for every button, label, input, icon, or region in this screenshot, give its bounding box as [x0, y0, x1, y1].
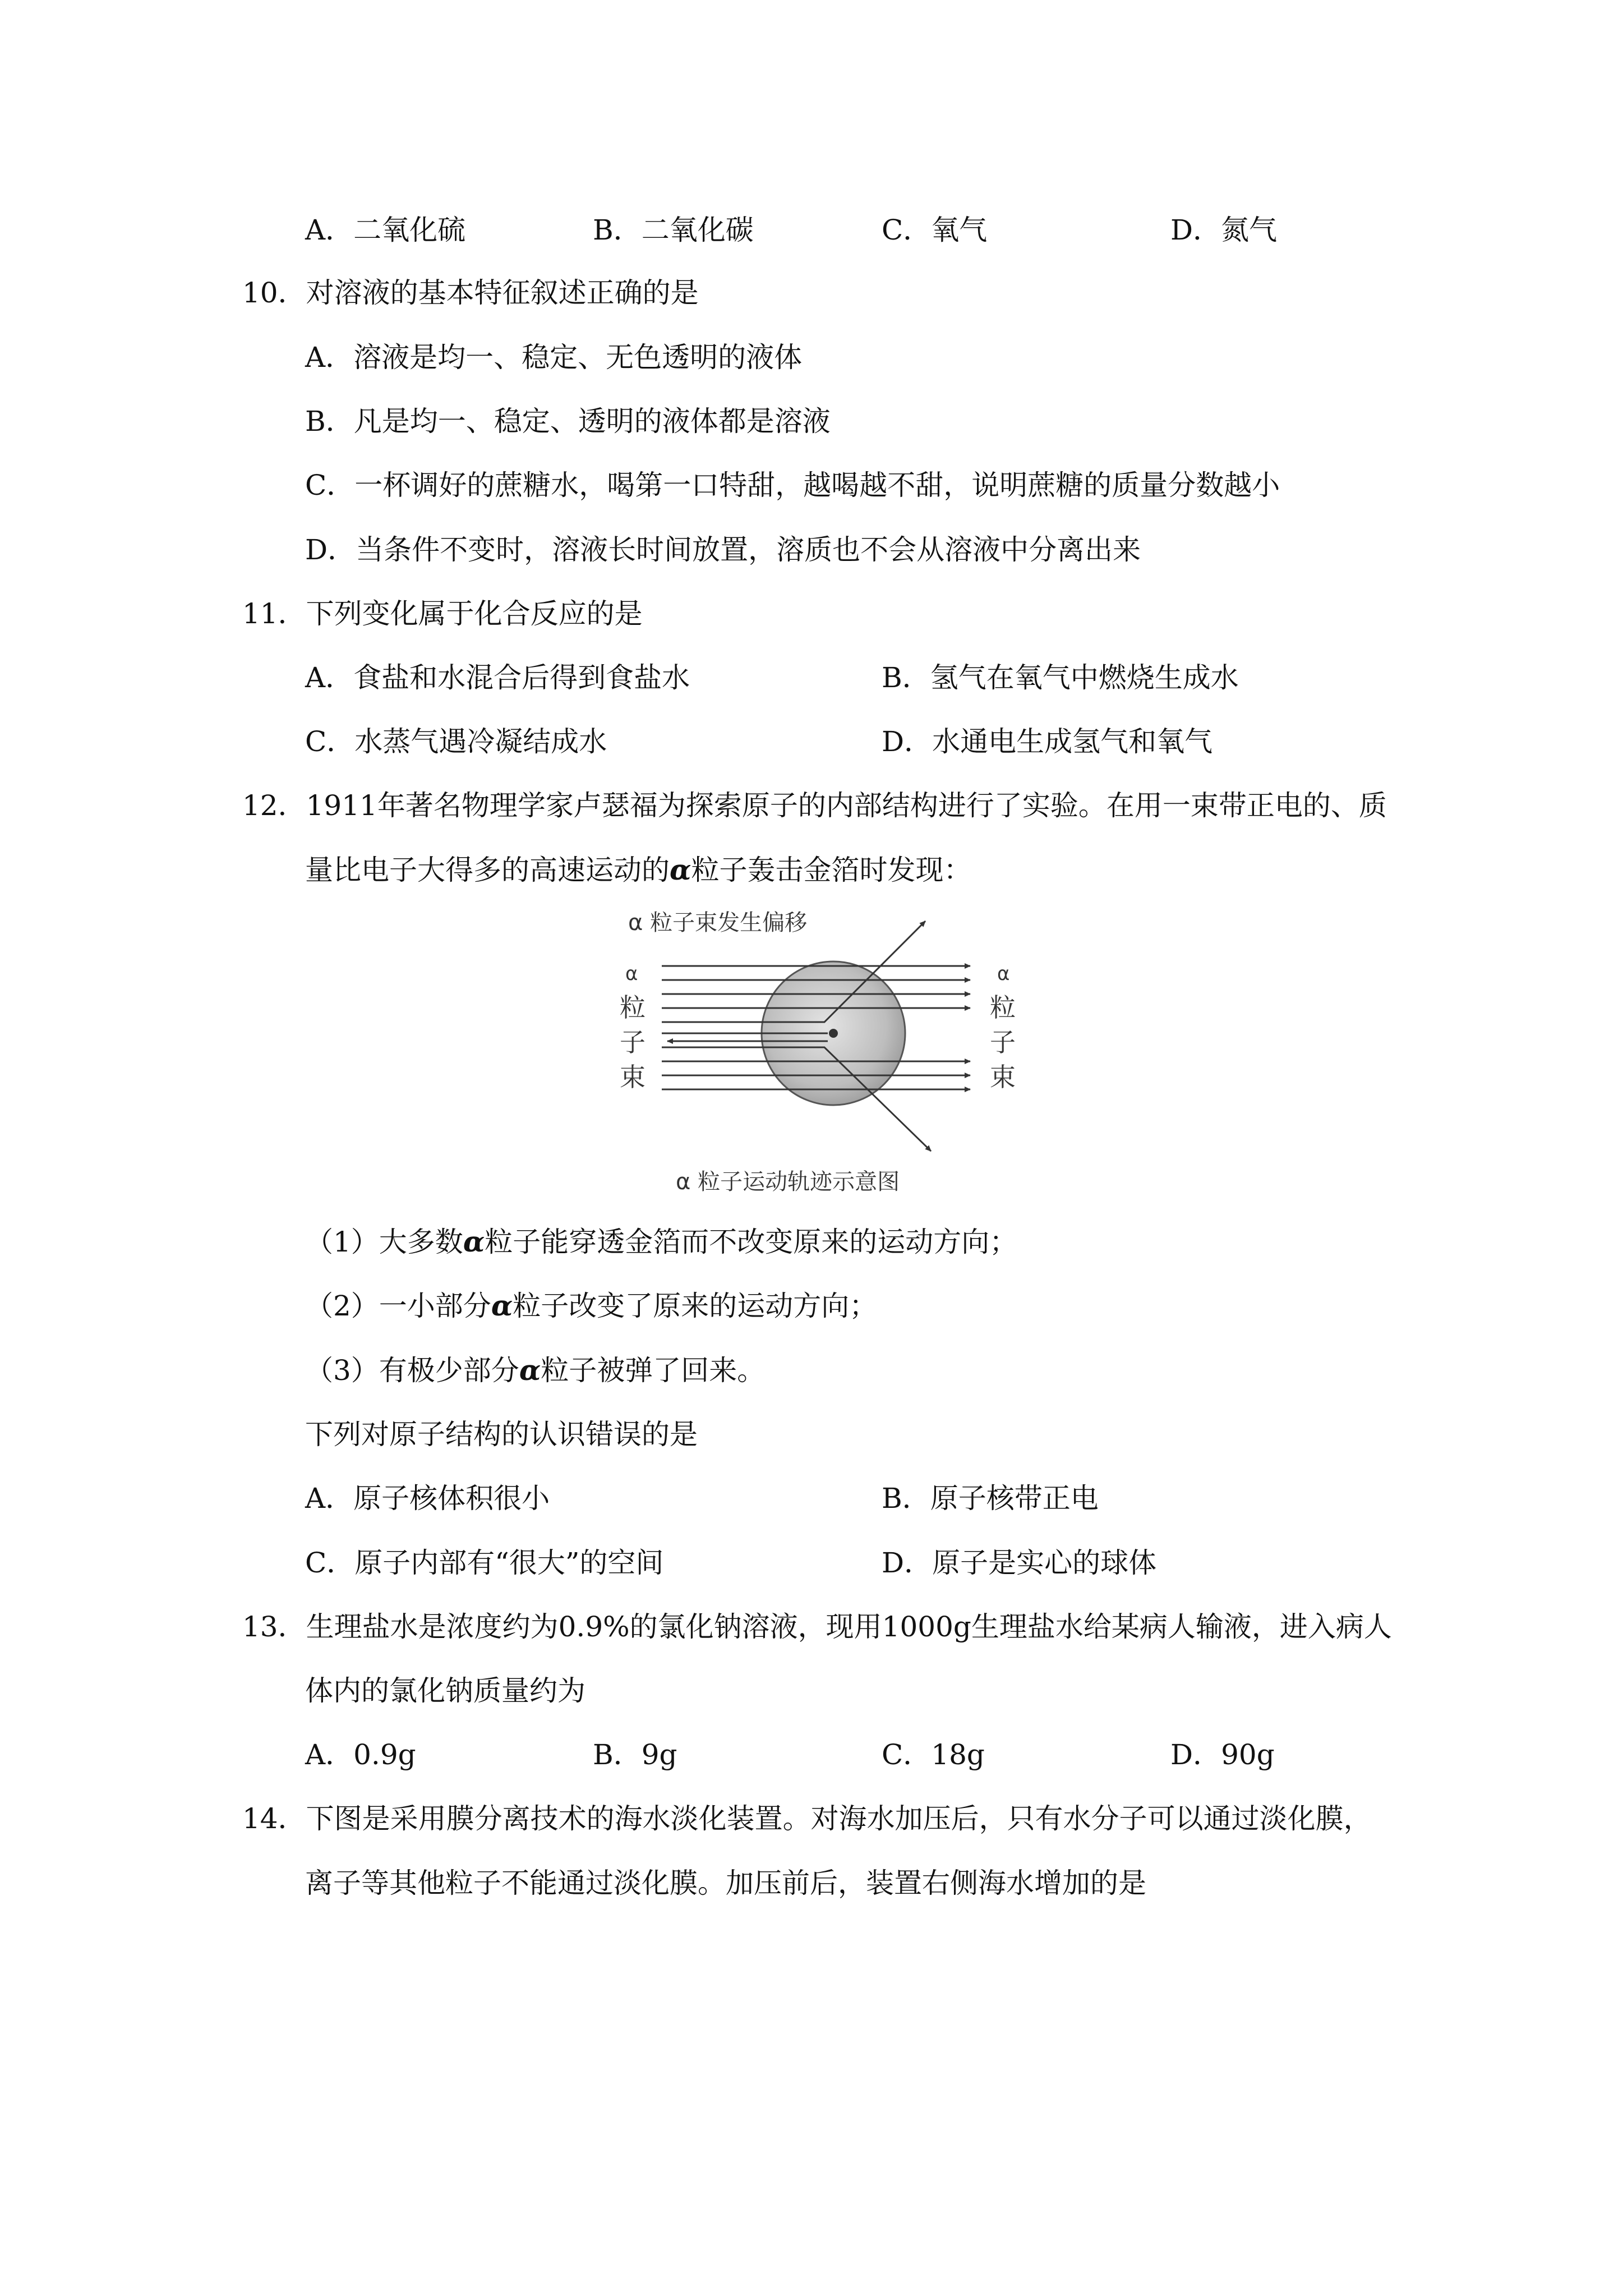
q13-option-d: D．90g [1170, 1738, 1275, 1771]
q10-option-d: D．当条件不变时，溶液长时间放置，溶质也不会从溶液中分离出来 [305, 533, 1141, 566]
figure-top-caption: α 粒子束发生偏移 [628, 910, 808, 936]
q14-stem-line1: 14．下图是采用膜分离技术的海水淡化装置。对海水加压后，只有水分子可以通过淡化膜， [242, 1802, 1372, 1835]
figure-right-char-2: 子 [990, 1027, 1016, 1057]
alpha-symbol: α [519, 1354, 541, 1387]
alpha-symbol: α [463, 1225, 485, 1258]
q10-option-c: C．一杯调好的蔗糖水，喝第一口特甜，越喝越不甜，说明蔗糖的质量分数越小 [305, 469, 1280, 501]
q12-option-c: C．原子内部有“很大”的空间 [305, 1547, 664, 1579]
q12-observation-3-pre: （3）有极少部分 [305, 1354, 519, 1387]
alpha-symbol: α [491, 1289, 513, 1322]
q10-option-b: B．凡是均一、稳定、透明的液体都是溶液 [305, 405, 831, 438]
q11-option-d: D．水通电生成氢气和氧气 [882, 725, 1213, 758]
nucleus-dot [829, 1029, 838, 1038]
q13-stem-line1: 13．生理盐水是浓度约为0.9%的氯化钠溶液，现用1000g生理盐水给某病人输液，进入病人 [242, 1611, 1392, 1643]
q12-option-a: A．原子核体积很小 [305, 1482, 550, 1515]
q12-stem-line1: 12．1911年著名物理学家卢瑟福为探索原子的内部结构进行了实验。在用一束带正电的、质 [242, 789, 1387, 822]
q12-observation-1-pre: （1）大多数 [305, 1226, 463, 1258]
q12-stem-line2-post: 粒子轰击金箔时发现： [691, 854, 972, 886]
q12-stem-line2-pre: 量比电子大得多的高速运动的 [305, 854, 670, 886]
q12-observation-2-pre: （2）一小部分 [305, 1290, 491, 1322]
figure-left-alpha: α [625, 963, 638, 985]
figure-left-char-2: 子 [620, 1027, 645, 1057]
figure-bottom-caption: α 粒子运动轨迹示意图 [676, 1169, 900, 1195]
q13-option-a: A．0.9g [305, 1738, 416, 1771]
q12-stem-line2 [305, 853, 971, 887]
rutherford-scattering-figure [611, 904, 1038, 1207]
figure-right-char-1: 粒 [990, 992, 1016, 1023]
alpha-symbol: α [670, 853, 691, 886]
q9-option-d: D．氮气 [1170, 214, 1278, 246]
q9-option-c: C．氧气 [882, 214, 988, 246]
q13-option-c: C．18g [882, 1738, 985, 1771]
q11-stem: 11．下列变化属于化合反应的是 [242, 597, 643, 630]
q10-stem: 10．对溶液的基本特征叙述正确的是 [242, 277, 699, 309]
q14-stem-line2: 离子等其他粒子不能通过淡化膜。加压前后，装置右侧海水增加的是 [305, 1867, 1146, 1899]
q12-option-b: B．原子核带正电 [882, 1482, 1099, 1515]
figure-left-char-3: 束 [620, 1062, 645, 1092]
q11-option-b: B．氢气在氧气中燃烧生成水 [882, 661, 1239, 694]
q10-option-a: A．溶液是均一、稳定、无色透明的液体 [305, 341, 803, 374]
figure-right-char-3: 束 [990, 1062, 1016, 1092]
q12-question: 下列对原子结构的认识错误的是 [305, 1418, 698, 1451]
q9-option-a: A．二氧化硫 [305, 214, 466, 246]
q12-observation-3-post: 粒子被弹了回来。 [541, 1354, 766, 1387]
figure-right-alpha: α [997, 963, 1010, 985]
figure-left-char-1: 粒 [620, 992, 645, 1023]
q13-stem-line2: 体内的氯化钠质量约为 [305, 1674, 585, 1707]
q9-option-b: B．二氧化碳 [593, 214, 754, 246]
q11-option-a: A．食盐和水混合后得到食盐水 [305, 661, 690, 694]
q12-observation-2 [305, 1289, 877, 1323]
q13-option-b: B．9g [593, 1738, 677, 1771]
q12-option-d: D．原子是实心的球体 [882, 1547, 1157, 1579]
q12-observation-1 [305, 1225, 1017, 1259]
q12-observation-2-post: 粒子改变了原来的运动方向； [513, 1290, 878, 1322]
q11-option-c: C．水蒸气遇冷凝结成水 [305, 725, 607, 758]
q12-observation-3 [305, 1354, 765, 1387]
q12-observation-1-post: 粒子能穿透金箔而不改变原来的运动方向； [485, 1226, 1018, 1258]
